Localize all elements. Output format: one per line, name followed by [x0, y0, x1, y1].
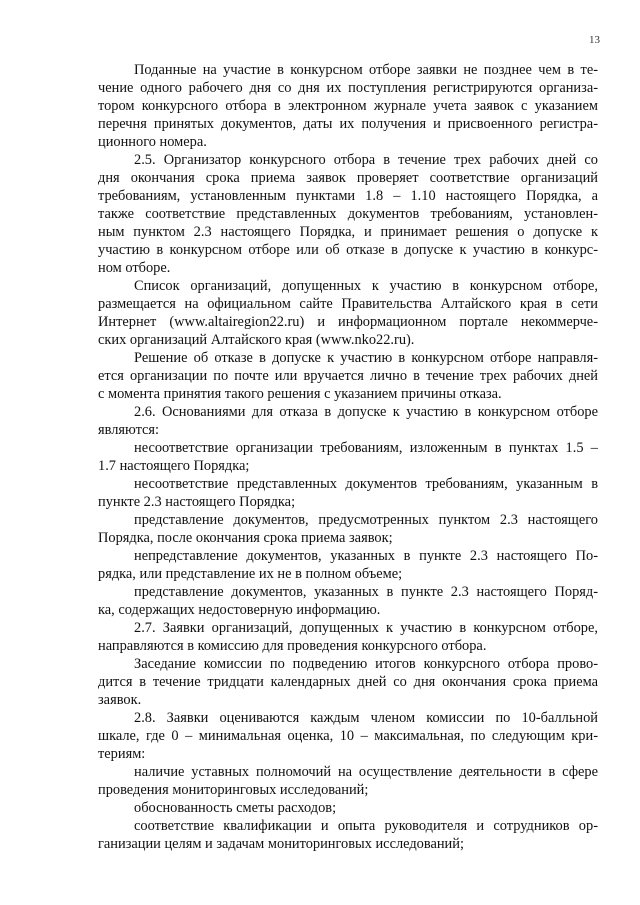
text-line: участию в конкурсном отборе или об отказе в допуске к участию в конкурс-	[98, 242, 598, 258]
paragraph	[98, 403, 598, 439]
text-line: Интернет (www.altairegion22.ru) и информационном портале некоммерче-	[98, 314, 598, 330]
text-line: шкале, где 0 – минимальная оценка, 10 – максимальная, по следующим кри-	[98, 728, 598, 744]
text-line: ских организаций Алтайского края (www.nko22.ru).	[98, 332, 415, 348]
text-line: несоответствие представленных документов требованиям, указанным в	[134, 476, 598, 492]
text-line: Порядка, после окончания срока приема заявок;	[98, 530, 393, 546]
text-line: проведения мониторинговых исследований;	[98, 782, 369, 798]
page-number: 13	[589, 34, 600, 46]
text-line: соответствие квалификации и опыта руководителя и сотрудников ор-	[134, 818, 598, 834]
paragraph	[98, 763, 598, 799]
text-line: 2.6. Основаниями для отказа в допуске к участию в конкурсном отборе	[134, 404, 598, 420]
paragraph	[98, 151, 598, 277]
text-line: дня окончания срока приема заявок проверяет соответствие организаций	[98, 170, 598, 186]
text-line: перечня принятых документов, даты их получения и присвоенного регистра-	[98, 116, 598, 132]
text-line: размещается на официальном сайте Правительства Алтайского края в сети	[98, 296, 598, 312]
text-line: обоснованность сметы расходов;	[134, 800, 337, 816]
paragraph	[98, 709, 598, 763]
paragraph	[98, 475, 598, 511]
text-line: рядка, или представление их не в полном объеме;	[98, 566, 403, 582]
text-line: Заседание комиссии по подведению итогов конкурсного отбора прово-	[134, 656, 598, 672]
paragraph	[98, 547, 598, 583]
text-line: несоответствие организации требованиям, изложенным в пунктах 1.5 –	[134, 440, 598, 456]
text-line: ным пунктом 2.3 настоящего Порядка, и принимает решения о допуске к	[98, 224, 598, 240]
text-line: непредставление документов, указанных в пункте 2.3 настоящего По-	[134, 548, 598, 564]
text-line: пункте 2.3 настоящего Порядка;	[98, 494, 296, 510]
text-line: чение одного рабочего дня со дня их поступления регистрируются организа-	[98, 80, 598, 96]
text-line: териям:	[98, 746, 146, 762]
text-line: ганизации целям и задачам мониторинговых исследований;	[98, 836, 464, 852]
paragraph	[98, 655, 598, 709]
text-line: 2.7. Заявки организаций, допущенных к участию в конкурсном отборе,	[134, 620, 598, 636]
text-line: 1.7 настоящего Порядка;	[98, 458, 250, 474]
text-line: наличие уставных полномочий на осуществление деятельности в сфере	[134, 764, 598, 780]
text-line: 2.5. Организатор конкурсного отбора в течение трех рабочих дней со	[134, 152, 598, 168]
text-line: заявок.	[98, 692, 142, 708]
paragraph	[98, 61, 598, 151]
text-line: являются:	[98, 422, 160, 438]
paragraph	[98, 511, 598, 547]
paragraph	[98, 799, 598, 817]
text-line: 2.8. Заявки оцениваются каждым членом комиссии по 10-балльной	[134, 710, 598, 726]
text-line: также соответствие представленных документов требованиям, установлен-	[98, 206, 598, 222]
text-line: тором конкурсного отбора в электронном журнале учета заявок с указанием	[98, 98, 598, 114]
paragraph	[98, 277, 598, 349]
paragraph	[98, 619, 598, 655]
text-line: требованиям, установленным пунктами 1.8 – 1.10 настоящего Порядка, а	[98, 188, 598, 204]
text-line: Список организаций, допущенных к участию в конкурсном отборе,	[134, 278, 598, 294]
paragraph	[98, 349, 598, 403]
text-line: Решение об отказе в допуске к участию в конкурсном отборе направля-	[134, 350, 598, 366]
text-line: ционного номера.	[98, 134, 207, 150]
text-line: представление документов, указанных в пункте 2.3 настоящего Поряд-	[134, 584, 598, 600]
text-line: представление документов, предусмотренных пунктом 2.3 настоящего	[134, 512, 598, 528]
text-line: с момента принятия такого решения с указанием причины отказа.	[98, 386, 502, 402]
text-line: ка, содержащих недостоверную информацию.	[98, 602, 381, 618]
text-line: направляются в комиссию для проведения конкурсного отбора.	[98, 638, 487, 654]
document-body	[98, 61, 598, 853]
text-line: дится в течение тридцати календарных дней со дня окончания срока приема	[98, 674, 598, 690]
paragraph	[98, 817, 598, 853]
text-line: Поданные на участие в конкурсном отборе заявки не позднее чем в те-	[134, 62, 598, 78]
paragraph	[98, 439, 598, 475]
text-line: ном отборе.	[98, 260, 171, 276]
paragraph	[98, 583, 598, 619]
text-line: ется организации по почте или вручается лично в течение трех рабочих дней	[98, 368, 598, 384]
